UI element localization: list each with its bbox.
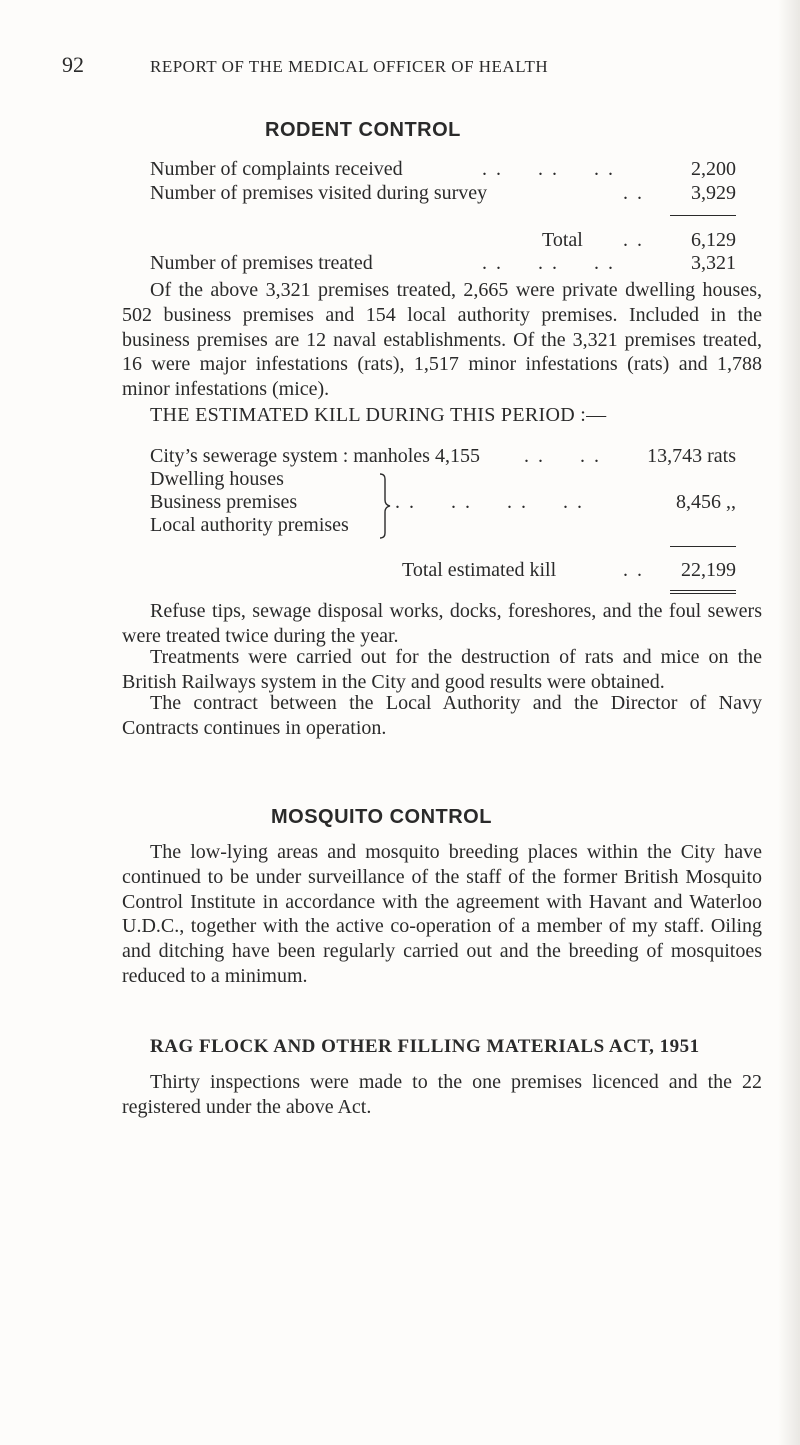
- navy-contract-paragraph: The contract between the Local Authority and the Director of Navy Contracts continues in operation.: [122, 692, 762, 739]
- total-kill-value: 22,199: [681, 559, 736, 581]
- complaints-label: Number of complaints received: [150, 158, 403, 180]
- visited-value: 3,929: [691, 182, 736, 204]
- refuse-tips-paragraph: Refuse tips, sewage disposal works, docks, foreshores, and the foul sewers were treated twice during the year.: [122, 600, 762, 647]
- sewerage-label: City’s sewerage system : manholes 4,155: [150, 445, 480, 467]
- total-value: 6,129: [691, 229, 736, 251]
- leader-dots: . .: [623, 182, 644, 204]
- total-kill-label: Total estimated kill: [402, 559, 557, 581]
- leader-dots: . . . . . .: [482, 252, 615, 274]
- mosquito-paragraph: The low-lying areas and mosquito breeding places within the City have continued to be under surveillance of the staff of the former British Mosquito Control Institute in accordance with the agreement with Havant and Waterloo U.D.C., together with the active co-operation of a member of my staff. Oiling and ditching have been regularly carried out and the breeding of mosquitoes reduced to a minimum.: [122, 841, 762, 987]
- treated-value: 3,321: [691, 252, 736, 274]
- leader-dots: . . . . . .: [482, 158, 615, 180]
- leader-dots: . . . .: [524, 445, 601, 467]
- treated-label: Number of premises treated: [150, 252, 373, 274]
- kill-subheading: THE ESTIMATED KILL DURING THIS PERIOD :—: [150, 404, 607, 426]
- double-rule-top: [670, 590, 736, 591]
- rag-flock-paragraph: Thirty inspections were made to the one premises licenced and the 22 registered under the above Act.: [122, 1071, 762, 1118]
- leader-dots: . . . . . . . .: [395, 491, 584, 513]
- rodent-summary-paragraph: Of the above 3,321 premises treated, 2,665 were private dwelling houses, 502 business premises and 154 local authority premises. Included in the business premises are 12 naval establishments. Of the 3,321 premises treated, 16 were major infestations (rats), 1,517 minor infestations (rats) and 1,788 minor infestations (mice).: [122, 279, 762, 401]
- section-heading-mosquito-control: MOSQUITO CONTROL: [271, 806, 492, 828]
- page-number: 92: [62, 52, 84, 77]
- premises-line-business: Business premises: [150, 491, 298, 513]
- double-rule-bottom: [670, 593, 736, 594]
- leader-dots: . .: [623, 559, 644, 581]
- premises-value: 8,456 ,,: [676, 491, 736, 513]
- sum-rule: [670, 215, 736, 216]
- right-brace-icon: [378, 473, 392, 539]
- leader-dots: . .: [623, 229, 644, 251]
- complaints-value: 2,200: [691, 158, 736, 180]
- sum-rule: [670, 546, 736, 547]
- premises-line-local-authority: Local authority premises: [150, 514, 349, 536]
- visited-label: Number of premises visited during survey: [150, 182, 488, 204]
- british-railways-paragraph: Treatments were carried out for the destruction of rats and mice on the British Railways system in the City and good results were obtained.: [122, 646, 762, 693]
- sewerage-value: 13,743 rats: [647, 445, 736, 467]
- page-edge-shadow: [778, 0, 800, 1445]
- section-heading-rag-flock-act: RAG FLOCK AND OTHER FILLING MATERIALS ACT, 1951: [150, 1036, 700, 1057]
- running-head: REPORT OF THE MEDICAL OFFICER OF HEALTH: [150, 57, 549, 76]
- total-label: Total: [542, 229, 583, 251]
- section-heading-rodent-control: RODENT CONTROL: [265, 119, 461, 141]
- premises-line-dwelling: Dwelling houses: [150, 468, 284, 490]
